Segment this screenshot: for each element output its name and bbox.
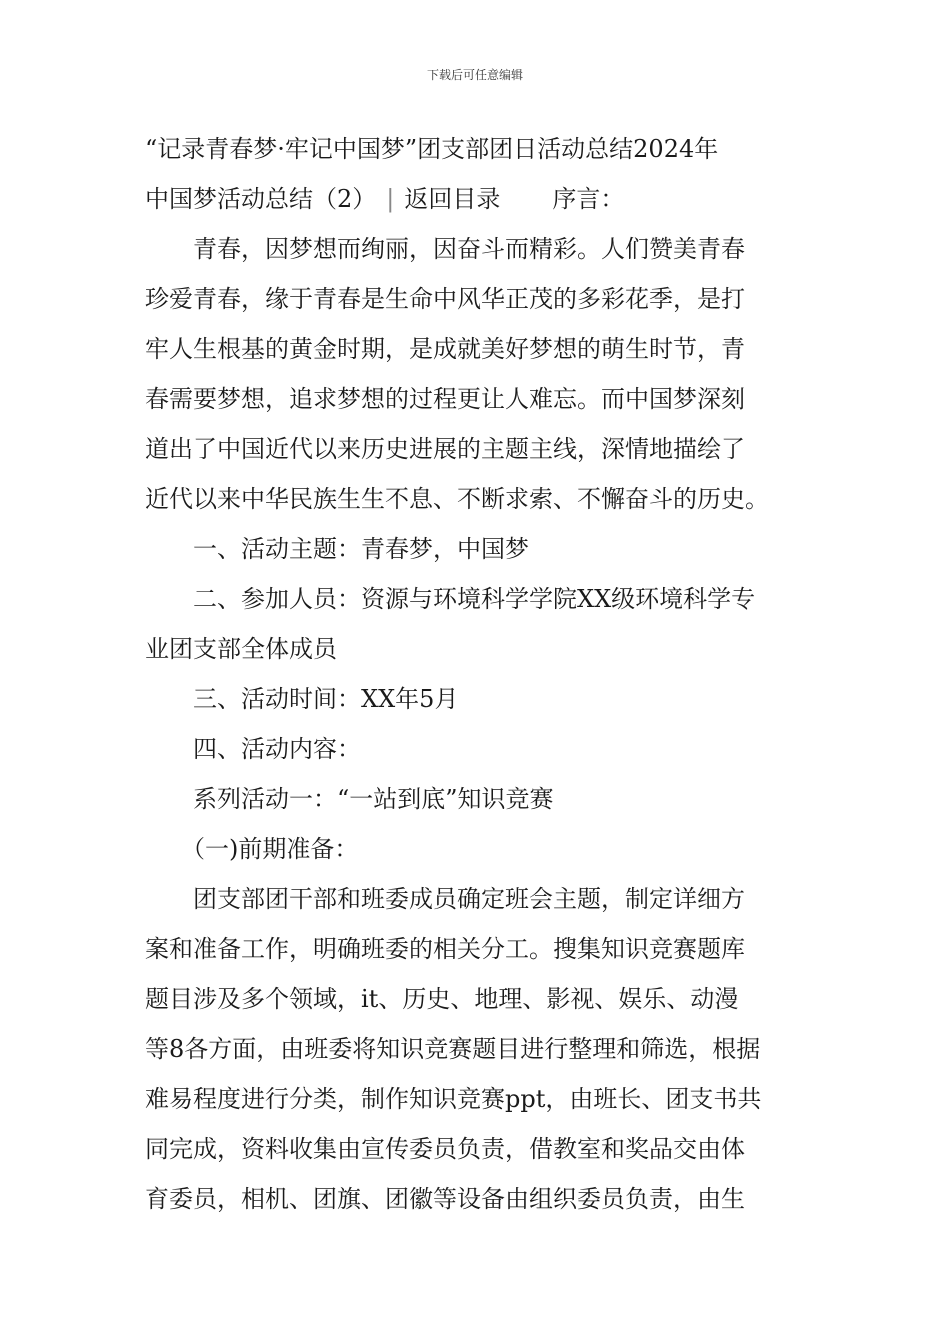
prep-paragraph-line: 等8各方面，由班委将知识竞赛题目进行整理和筛选，根据 bbox=[145, 1035, 761, 1063]
activity-content-heading: 四、活动内容： bbox=[193, 735, 361, 763]
prep-paragraph-line: 育委员，相机、团旗、团徽等设备由组织委员负责，由生 bbox=[145, 1185, 745, 1213]
preface-line: 近代以来中华民族生生不息、不断求索、不懈奋斗的历史。 bbox=[145, 485, 769, 513]
title-line-2 bbox=[145, 174, 815, 224]
preface-line: 青春，因梦想而绚丽，因奋斗而精彩。人们赞美青春 bbox=[193, 235, 745, 263]
preface-line: 牢人生根基的黄金时期，是成就美好梦想的萌生时节，青 bbox=[145, 335, 745, 363]
participants-line-2: 业团支部全体成员 bbox=[145, 635, 337, 663]
prep-paragraph-line: 难易程度进行分类，制作知识竞赛ppt，由班长、团支书共 bbox=[145, 1085, 762, 1113]
title-subtitle: 中国梦活动总结（2） bbox=[145, 185, 377, 213]
preface-label: 序言： bbox=[552, 185, 625, 213]
prep-paragraph-line: 同完成，资料收集由宣传委员负责，借教室和奖品交由体 bbox=[145, 1135, 745, 1163]
preface-line: 珍爱青春，缘于青春是生命中风华正茂的多彩花季，是打 bbox=[145, 285, 745, 313]
title-separator: | bbox=[386, 185, 395, 213]
activity-theme: 一、活动主题：青春梦，中国梦 bbox=[193, 535, 529, 563]
title-line-1: “记录青春梦·牢记中国梦”团支部团日活动总结2024年 bbox=[145, 135, 719, 163]
document-body bbox=[145, 124, 815, 1224]
prep-heading: （一)前期准备： bbox=[181, 835, 359, 863]
preface-line: 春需要梦想，追求梦想的过程更让人难忘。而中国梦深刻 bbox=[145, 385, 745, 413]
activity-time: 三、活动时间：XX年5月 bbox=[193, 685, 459, 713]
series-activity-heading: 系列活动一：“一站到底”知识竞赛 bbox=[193, 785, 554, 813]
prep-paragraph-line: 团支部团干部和班委成员确定班会主题，制定详细方 bbox=[193, 885, 745, 913]
prep-paragraph-line: 案和准备工作，明确班委的相关分工。搜集知识竞赛题库 bbox=[145, 935, 745, 963]
preface-line: 道出了中国近代以来历史进展的主题主线，深情地描绘了 bbox=[145, 435, 745, 463]
participants-line-1: 二、参加人员：资源与环境科学学院XX级环境科学专 bbox=[193, 585, 756, 613]
prep-paragraph-line: 题目涉及多个领域，it、历史、地理、影视、娱乐、动漫 bbox=[145, 985, 739, 1013]
header-note: 下载后可任意编辑 bbox=[426, 68, 523, 82]
back-to-toc-link[interactable]: 返回目录 bbox=[404, 185, 501, 213]
